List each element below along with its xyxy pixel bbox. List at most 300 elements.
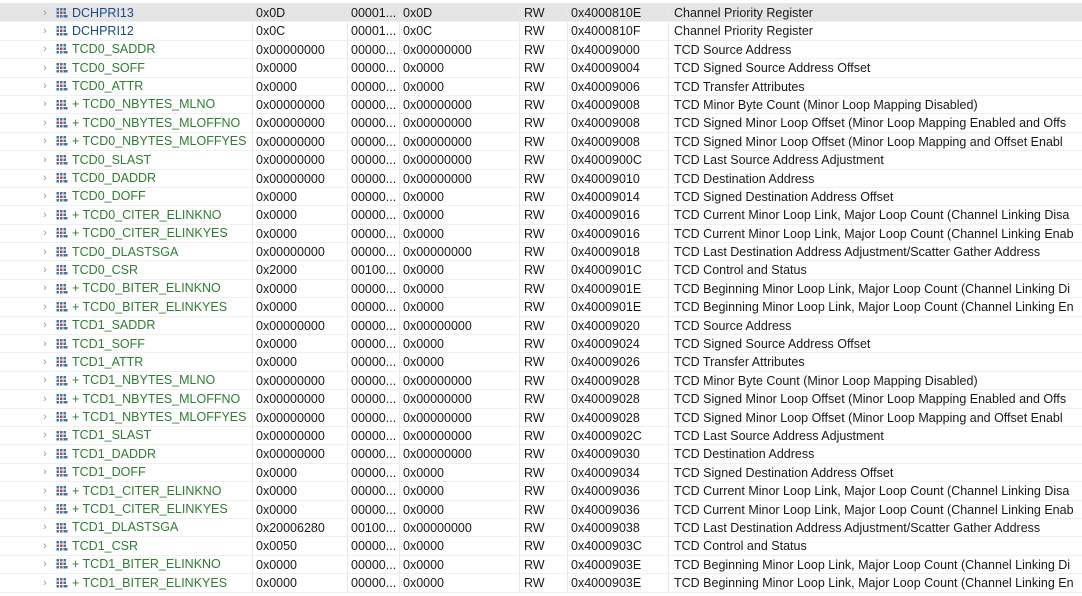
chevron-right-icon[interactable]: › — [43, 300, 47, 313]
register-binary-cell: 00000... — [348, 353, 400, 370]
register-value-cell[interactable]: 0x0C — [253, 22, 348, 39]
register-binary-cell: 00000... — [348, 78, 400, 95]
register-name: TCD0_DOFF — [72, 189, 146, 204]
register-name: + TCD0_BITER_ELINKYES — [72, 299, 228, 314]
chevron-right-icon[interactable]: › — [43, 263, 47, 276]
register-address-cell: 0x40009000 — [568, 41, 669, 58]
register-binary-cell: 00000... — [348, 96, 400, 113]
chevron-right-icon[interactable]: › — [43, 374, 47, 387]
register-reset-value-cell: 0x00000000 — [400, 114, 520, 131]
register-description-cell: TCD Transfer Attributes — [674, 355, 805, 370]
register-value-cell[interactable]: 0x00000000 — [253, 243, 348, 260]
register-name-cell[interactable] — [0, 22, 253, 39]
register-access-cell: RW — [520, 574, 568, 591]
register-name-cell[interactable] — [0, 537, 253, 554]
chevron-right-icon[interactable]: › — [43, 392, 47, 405]
table-row[interactable] — [0, 427, 1082, 445]
table-row[interactable] — [0, 372, 1082, 390]
register-reset-value-cell: 0x00000000 — [400, 372, 520, 389]
register-name-cell[interactable] — [0, 372, 253, 389]
register-name: TCD0_ATTR — [72, 79, 144, 94]
register-name-cell[interactable] — [0, 335, 253, 352]
register-icon — [56, 117, 68, 129]
register-access-cell: RW — [520, 519, 568, 536]
register-reset-value-cell: 0x00000000 — [400, 243, 520, 260]
register-icon — [56, 246, 68, 258]
chevron-right-icon[interactable]: › — [43, 116, 47, 129]
register-reset-value-cell: 0x0000 — [400, 225, 520, 242]
register-binary-cell: 00000... — [348, 206, 400, 223]
chevron-right-icon[interactable]: › — [43, 135, 47, 148]
register-name: TCD0_SOFF — [72, 60, 145, 75]
register-binary-cell: 00000... — [348, 170, 400, 187]
register-reset-value-cell: 0x00000000 — [400, 519, 520, 536]
chevron-right-icon[interactable]: › — [43, 484, 47, 497]
register-binary-cell: 00000... — [348, 537, 400, 554]
register-address-cell: 0x4000810F — [568, 22, 669, 39]
register-value-cell[interactable]: 0x0000 — [253, 188, 348, 205]
register-value-cell[interactable]: 0x2000 — [253, 261, 348, 278]
register-binary-cell: 00000... — [348, 151, 400, 168]
chevron-right-icon[interactable]: › — [43, 190, 47, 203]
table-row[interactable] — [0, 501, 1082, 519]
register-value-cell[interactable]: 0x0000 — [253, 225, 348, 242]
table-row[interactable] — [0, 206, 1082, 224]
register-access-cell: RW — [520, 409, 568, 426]
register-address-cell: 0x4000900C — [568, 151, 669, 168]
register-description-cell: TCD Beginning Minor Loop Link, Major Loop Count (Channel Linking En — [674, 576, 1074, 591]
register-value-cell[interactable]: 0x0000 — [253, 574, 348, 591]
chevron-right-icon[interactable]: › — [43, 61, 47, 74]
chevron-right-icon[interactable]: › — [43, 6, 47, 19]
register-icon — [56, 172, 68, 184]
register-reset-value-cell: 0x0000 — [400, 501, 520, 518]
register-value-cell[interactable]: 0x00000000 — [253, 133, 348, 150]
register-reset-value-cell: 0x0000 — [400, 537, 520, 554]
register-access-cell: RW — [520, 280, 568, 297]
register-reset-value-cell: 0x00000000 — [400, 96, 520, 113]
register-value-cell[interactable]: 0x00000000 — [253, 372, 348, 389]
register-value-cell[interactable]: 0x00000000 — [253, 170, 348, 187]
register-binary-cell: 00000... — [348, 445, 400, 462]
register-description-cell: TCD Signed Minor Loop Offset (Minor Loop Mapping and Offset Enabl — [674, 410, 1063, 425]
register-name-cell[interactable] — [0, 225, 253, 242]
register-icon — [56, 466, 68, 478]
table-row[interactable] — [0, 225, 1082, 243]
register-icon — [56, 99, 68, 111]
register-value-cell[interactable]: 0x0000 — [253, 482, 348, 499]
register-name-cell[interactable] — [0, 501, 253, 518]
register-value-cell[interactable]: 0x00000000 — [253, 41, 348, 58]
register-name-cell[interactable] — [0, 170, 253, 187]
register-icon — [56, 338, 68, 350]
register-description-cell: TCD Signed Source Address Offset — [674, 61, 871, 76]
register-name-cell[interactable] — [0, 317, 253, 334]
register-address-cell: 0x40009026 — [568, 353, 669, 370]
register-access-cell: RW — [520, 537, 568, 554]
register-name-cell[interactable] — [0, 188, 253, 205]
table-row[interactable] — [0, 96, 1082, 114]
register-access-cell: RW — [520, 96, 568, 113]
register-value-cell[interactable]: 0x00000000 — [253, 96, 348, 113]
chevron-right-icon[interactable]: › — [43, 411, 47, 424]
register-name: + TCD0_NBYTES_MLNO — [72, 97, 216, 112]
register-address-cell: 0x40009028 — [568, 390, 669, 407]
register-binary-cell: 00001... — [348, 22, 400, 39]
register-name-cell[interactable] — [0, 243, 253, 260]
chevron-right-icon[interactable]: › — [43, 245, 47, 258]
register-address-cell: 0x40009010 — [568, 170, 669, 187]
register-address-cell: 0x40009036 — [568, 482, 669, 499]
register-name-cell[interactable] — [0, 4, 253, 21]
register-name-cell[interactable] — [0, 556, 253, 573]
register-address-cell: 0x4000902C — [568, 427, 669, 444]
register-binary-cell: 00000... — [348, 464, 400, 481]
register-address-cell: 0x40009016 — [568, 225, 669, 242]
register-icon — [56, 319, 68, 331]
register-access-cell: RW — [520, 188, 568, 205]
register-description-cell: TCD Last Source Address Adjustment — [674, 153, 884, 168]
register-reset-value-cell: 0x0000 — [400, 206, 520, 223]
chevron-right-icon[interactable]: › — [43, 227, 47, 240]
register-access-cell: RW — [520, 317, 568, 334]
table-row[interactable] — [0, 243, 1082, 261]
register-description-cell: TCD Current Minor Loop Link, Major Loop Count (Channel Linking Enab — [674, 502, 1074, 517]
chevron-right-icon[interactable]: › — [43, 24, 47, 37]
register-binary-cell: 00000... — [348, 59, 400, 76]
register-value-cell[interactable]: 0x0000 — [253, 280, 348, 297]
register-name-cell[interactable] — [0, 353, 253, 370]
register-description-cell: TCD Control and Status — [674, 539, 807, 554]
register-access-cell: RW — [520, 298, 568, 315]
register-binary-cell: 00000... — [348, 501, 400, 518]
register-address-cell: 0x40009018 — [568, 243, 669, 260]
register-description-cell: TCD Transfer Attributes — [674, 79, 805, 94]
register-description-cell: TCD Signed Minor Loop Offset (Minor Loop Mapping and Offset Enabl — [674, 134, 1063, 149]
table-row[interactable] — [0, 188, 1082, 206]
table-row[interactable] — [0, 317, 1082, 335]
register-reset-value-cell: 0x0000 — [400, 482, 520, 499]
register-name-cell[interactable] — [0, 409, 253, 426]
chevron-right-icon[interactable]: › — [43, 503, 47, 516]
register-description-cell: TCD Minor Byte Count (Minor Loop Mapping Disabled) — [674, 373, 978, 388]
register-value-cell[interactable]: 0x0D — [253, 4, 348, 21]
register-value-cell[interactable]: 0x0000 — [253, 464, 348, 481]
register-reset-value-cell: 0x00000000 — [400, 41, 520, 58]
register-description-cell: TCD Last Source Address Adjustment — [674, 428, 884, 443]
register-icon — [56, 7, 68, 19]
register-value-cell[interactable]: 0x00000000 — [253, 114, 348, 131]
register-address-cell: 0x40009024 — [568, 335, 669, 352]
table-row[interactable] — [0, 574, 1082, 592]
register-name-cell[interactable] — [0, 445, 253, 462]
chevron-right-icon[interactable]: › — [43, 466, 47, 479]
register-reset-value-cell: 0x0000 — [400, 59, 520, 76]
chevron-right-icon[interactable]: › — [43, 429, 47, 442]
register-name-cell[interactable] — [0, 41, 253, 58]
chevron-right-icon[interactable]: › — [43, 153, 47, 166]
table-row[interactable] — [0, 537, 1082, 555]
table-row[interactable] — [0, 519, 1082, 537]
register-binary-cell: 00000... — [348, 188, 400, 205]
register-value-cell[interactable]: 0x00000000 — [253, 151, 348, 168]
register-name: + TCD0_NBYTES_MLOFFYES — [72, 134, 247, 149]
register-icon — [56, 522, 68, 534]
register-name: TCD1_CSR — [72, 538, 138, 553]
register-address-cell: 0x40009030 — [568, 445, 669, 462]
register-address-cell: 0x40009028 — [568, 409, 669, 426]
register-icon — [56, 283, 68, 295]
register-access-cell: RW — [520, 22, 568, 39]
register-description-cell: TCD Signed Destination Address Offset — [674, 189, 894, 204]
chevron-right-icon[interactable]: › — [43, 576, 47, 589]
register-access-cell: RW — [520, 4, 568, 21]
register-access-cell: RW — [520, 243, 568, 260]
register-reset-value-cell: 0x0000 — [400, 464, 520, 481]
chevron-right-icon[interactable]: › — [43, 521, 47, 534]
chevron-right-icon[interactable]: › — [43, 43, 47, 56]
register-name: TCD0_SLAST — [72, 152, 152, 167]
register-icon — [56, 154, 68, 166]
register-address-cell: 0x40009016 — [568, 206, 669, 223]
register-value-cell[interactable]: 0x0000 — [253, 556, 348, 573]
register-reset-value-cell: 0x0D — [400, 4, 520, 21]
register-binary-cell: 00000... — [348, 317, 400, 334]
register-name-cell[interactable] — [0, 390, 253, 407]
register-name: + TCD1_CITER_ELINKNO — [72, 483, 222, 498]
register-description-cell: Channel Priority Register — [674, 6, 813, 20]
register-binary-cell: 00000... — [348, 280, 400, 297]
register-reset-value-cell: 0x00000000 — [400, 151, 520, 168]
register-value-cell[interactable]: 0x0000 — [253, 78, 348, 95]
register-reset-value-cell: 0x00000000 — [400, 170, 520, 187]
register-description-cell: TCD Current Minor Loop Link, Major Loop Count (Channel Linking Enab — [674, 226, 1074, 241]
register-name-cell[interactable] — [0, 206, 253, 223]
register-description-cell: TCD Signed Minor Loop Offset (Minor Loop Mapping Enabled and Offs — [674, 392, 1067, 407]
register-address-cell: 0x4000901E — [568, 280, 669, 297]
register-name: TCD1_DOFF — [72, 465, 146, 480]
register-address-cell: 0x40009008 — [568, 96, 669, 113]
register-icon — [56, 411, 68, 423]
register-address-cell: 0x4000903E — [568, 556, 669, 573]
register-reset-value-cell: 0x0000 — [400, 298, 520, 315]
table-row[interactable] — [0, 298, 1082, 316]
register-binary-cell: 00000... — [348, 243, 400, 260]
register-name-cell[interactable] — [0, 574, 253, 591]
table-row[interactable] — [0, 151, 1082, 169]
register-access-cell: RW — [520, 390, 568, 407]
register-name: TCD0_SADDR — [72, 42, 156, 57]
register-value-cell[interactable]: 0x00000000 — [253, 409, 348, 426]
register-icon — [56, 503, 68, 515]
table-row[interactable] — [0, 482, 1082, 500]
register-name-cell[interactable] — [0, 482, 253, 499]
table-row[interactable] — [0, 261, 1082, 279]
register-description-cell: TCD Destination Address — [674, 171, 815, 186]
register-name-cell[interactable] — [0, 151, 253, 168]
table-row[interactable] — [0, 59, 1082, 77]
register-access-cell: RW — [520, 501, 568, 518]
register-icon — [56, 301, 68, 313]
register-binary-cell: 00000... — [348, 390, 400, 407]
register-name: + TCD0_CITER_ELINKNO — [72, 207, 222, 222]
register-icon — [56, 558, 68, 570]
register-binary-cell: 00000... — [348, 41, 400, 58]
register-icon — [56, 430, 68, 442]
chevron-right-icon[interactable]: › — [43, 80, 47, 93]
register-access-cell: RW — [520, 170, 568, 187]
register-description-cell: TCD Signed Minor Loop Offset (Minor Loop Mapping Enabled and Offs — [674, 116, 1067, 131]
register-name: DCHPRI12 — [72, 23, 134, 38]
register-address-cell: 0x4000901C — [568, 261, 669, 278]
register-name: + TCD1_BITER_ELINKYES — [72, 575, 228, 590]
register-description-cell: TCD Beginning Minor Loop Link, Major Loop Count (Channel Linking Di — [674, 281, 1071, 296]
chevron-right-icon[interactable]: › — [43, 355, 47, 368]
register-name: TCD1_DLASTSGA — [72, 520, 179, 535]
register-value-cell[interactable]: 0x00000000 — [253, 427, 348, 444]
register-reset-value-cell: 0x0000 — [400, 78, 520, 95]
register-binary-cell: 00000... — [348, 225, 400, 242]
table-row[interactable] — [0, 556, 1082, 574]
register-access-cell: RW — [520, 464, 568, 481]
register-binary-cell: 00000... — [348, 114, 400, 131]
register-name: TCD0_DADDR — [72, 171, 157, 186]
register-value-cell[interactable]: 0x0000 — [253, 298, 348, 315]
register-name: TCD1_DADDR — [72, 446, 157, 461]
register-name-cell[interactable] — [0, 298, 253, 315]
register-value-cell[interactable]: 0x0000 — [253, 335, 348, 352]
register-value-cell[interactable]: 0x0000 — [253, 501, 348, 518]
table-row[interactable] — [0, 170, 1082, 188]
register-address-cell: 0x40009020 — [568, 317, 669, 334]
table-row[interactable] — [0, 390, 1082, 408]
chevron-right-icon[interactable]: › — [43, 319, 47, 332]
register-name-cell[interactable] — [0, 519, 253, 536]
register-binary-cell: 00100... — [348, 261, 400, 278]
register-address-cell: 0x4000903E — [568, 574, 669, 591]
register-description-cell: TCD Last Destination Address Adjustment/Scatter Gather Address — [674, 520, 1041, 535]
register-name-cell[interactable] — [0, 464, 253, 481]
register-reset-value-cell: 0x0000 — [400, 188, 520, 205]
register-binary-cell: 00000... — [348, 574, 400, 591]
register-name: + TCD1_CITER_ELINKYES — [72, 502, 228, 517]
chevron-right-icon[interactable]: › — [43, 172, 47, 185]
register-access-cell: RW — [520, 372, 568, 389]
register-value-cell[interactable]: 0x00000000 — [253, 445, 348, 462]
register-description-cell: TCD Current Minor Loop Link, Major Loop Count (Channel Linking Disa — [674, 208, 1070, 223]
register-name-cell[interactable] — [0, 427, 253, 444]
table-row[interactable] — [0, 445, 1082, 463]
register-icon — [56, 209, 68, 221]
register-access-cell: RW — [520, 445, 568, 462]
table-row[interactable] — [0, 78, 1082, 96]
register-description-cell: TCD Signed Source Address Offset — [674, 337, 871, 352]
register-name: + TCD0_BITER_ELINKNO — [72, 281, 221, 296]
register-access-cell: RW — [520, 41, 568, 58]
register-name-cell[interactable] — [0, 133, 253, 150]
register-name-cell[interactable] — [0, 280, 253, 297]
table-row[interactable] — [0, 22, 1082, 40]
register-name: TCD1_ATTR — [72, 354, 144, 369]
register-reset-value-cell: 0x00000000 — [400, 445, 520, 462]
register-name-cell[interactable] — [0, 59, 253, 76]
register-icon — [56, 448, 68, 460]
register-name-cell[interactable] — [0, 96, 253, 113]
table-row[interactable] — [0, 464, 1082, 482]
register-binary-cell: 00000... — [348, 298, 400, 315]
table-row[interactable] — [0, 133, 1082, 151]
register-icon — [56, 264, 68, 276]
register-name: + TCD0_CITER_ELINKYES — [72, 226, 228, 241]
chevron-right-icon[interactable]: › — [43, 558, 47, 571]
register-address-cell: 0x4000903C — [568, 537, 669, 554]
register-binary-cell: 00000... — [348, 335, 400, 352]
register-reset-value-cell: 0x00000000 — [400, 390, 520, 407]
table-row[interactable] — [0, 4, 1082, 22]
table-row[interactable] — [0, 335, 1082, 353]
chevron-right-icon[interactable]: › — [43, 337, 47, 350]
register-description-cell: TCD Last Destination Address Adjustment/Scatter Gather Address — [674, 245, 1041, 260]
register-icon — [56, 375, 68, 387]
table-row[interactable] — [0, 280, 1082, 298]
register-binary-cell: 00000... — [348, 482, 400, 499]
register-name: TCD1_SADDR — [72, 318, 156, 333]
register-address-cell: 0x40009008 — [568, 133, 669, 150]
register-description-cell: TCD Signed Destination Address Offset — [674, 465, 894, 480]
register-value-cell[interactable]: 0x0000 — [253, 59, 348, 76]
table-row[interactable] — [0, 353, 1082, 371]
register-address-cell: 0x40009014 — [568, 188, 669, 205]
register-address-cell: 0x40009036 — [568, 501, 669, 518]
chevron-right-icon[interactable]: › — [43, 282, 47, 295]
chevron-right-icon[interactable]: › — [43, 208, 47, 221]
register-access-cell: RW — [520, 133, 568, 150]
table-row[interactable] — [0, 409, 1082, 427]
register-access-cell: RW — [520, 427, 568, 444]
register-access-cell: RW — [520, 353, 568, 370]
register-icon — [56, 540, 68, 552]
register-binary-cell: 00000... — [348, 556, 400, 573]
register-reset-value-cell: 0x0C — [400, 22, 520, 39]
register-icon — [56, 191, 68, 203]
register-value-cell[interactable]: 0x0000 — [253, 353, 348, 370]
register-value-cell[interactable]: 0x00000000 — [253, 317, 348, 334]
table-row[interactable] — [0, 114, 1082, 132]
register-value-cell[interactable]: 0x0000 — [253, 206, 348, 223]
register-name-cell[interactable] — [0, 261, 253, 278]
register-reset-value-cell: 0x0000 — [400, 574, 520, 591]
register-value-cell[interactable]: 0x0050 — [253, 537, 348, 554]
table-row[interactable] — [0, 41, 1082, 59]
register-address-cell: 0x40009006 — [568, 78, 669, 95]
register-icon — [56, 577, 68, 589]
register-reset-value-cell: 0x0000 — [400, 353, 520, 370]
register-reset-value-cell: 0x0000 — [400, 335, 520, 352]
register-icon — [56, 25, 68, 37]
register-name: + TCD0_NBYTES_MLOFFNO — [72, 115, 241, 130]
register-value-cell[interactable]: 0x20006280 — [253, 519, 348, 536]
register-access-cell: RW — [520, 335, 568, 352]
chevron-right-icon[interactable]: › — [43, 98, 47, 111]
register-description-cell: TCD Minor Byte Count (Minor Loop Mapping Disabled) — [674, 97, 978, 112]
chevron-right-icon[interactable]: › — [43, 539, 47, 552]
register-value-cell[interactable]: 0x00000000 — [253, 390, 348, 407]
register-binary-cell: 00100... — [348, 519, 400, 536]
register-name-cell[interactable] — [0, 78, 253, 95]
table-body — [0, 4, 1082, 593]
register-name-cell[interactable] — [0, 114, 253, 131]
chevron-right-icon[interactable]: › — [43, 447, 47, 460]
